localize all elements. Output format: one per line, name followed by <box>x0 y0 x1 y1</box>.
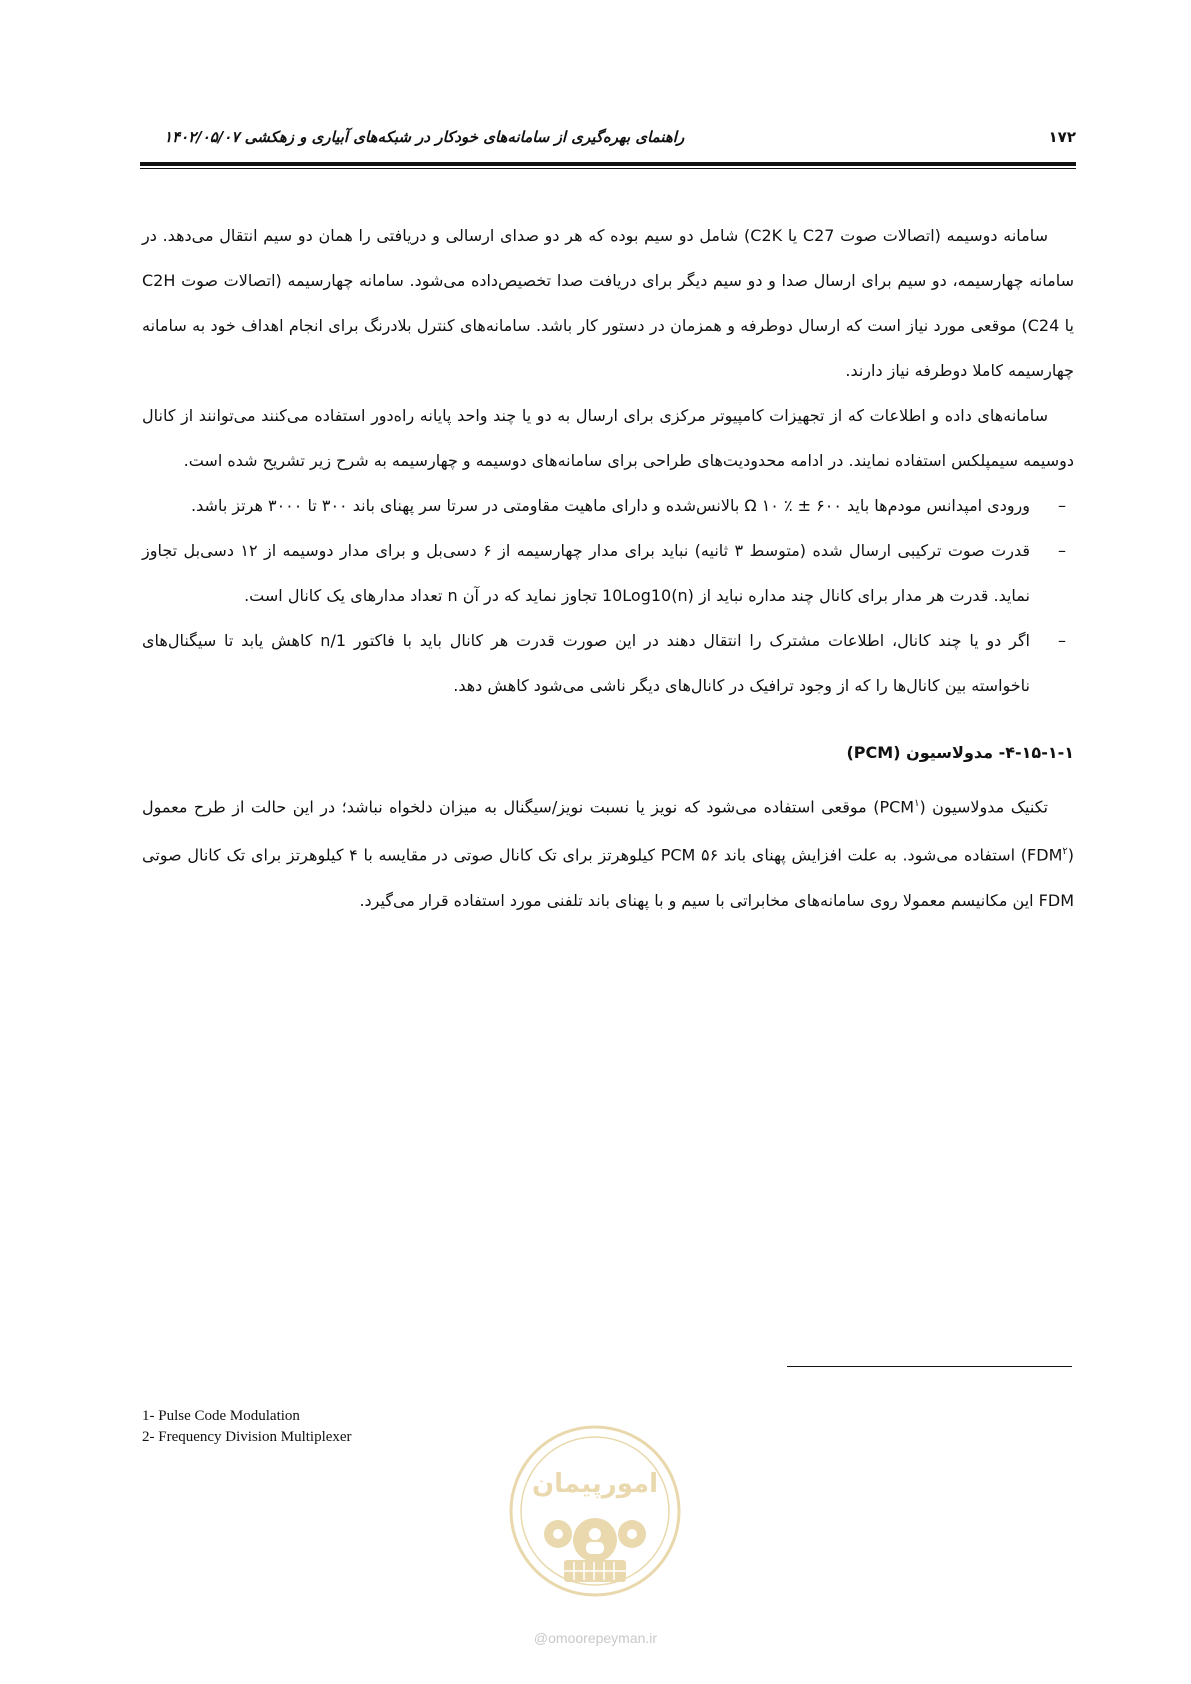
footnote-rule <box>787 1366 1072 1367</box>
section-paragraph <box>142 781 1074 923</box>
list-item <box>142 618 1074 708</box>
main-content <box>142 213 1074 923</box>
footnote: 2- Frequency Division Multiplexer <box>142 1429 352 1445</box>
paragraph: سامانه دوسیمه (اتصالات صوت C27 یا C2K) شامل دو سیم بوده که هر دو صدای ارسالی و دریافتی را همان دو سیم انتقال می‌دهد. در سامانه چهارسیمه، دو سیم برای ارسال صدا و دو سیم دیگر برای دریافت صدا تخصیص‌داده می‌شود. سامانه چهارسیمه (اتصالات صوت C2H یا C24) موقعی مورد نیاز است که ارسال دوطرفه و همزمان در دستور کار باشد. سامانه‌های کنترل بلادرنگ برای انجام اهداف خود به سامانه چهارسیمه کاملا دوطرفه نیاز دارند. <box>142 226 1074 380</box>
section-heading: ۴-۱۵-۱-۱- مدولاسیون (PCM) <box>846 743 1074 762</box>
header-rule-thick <box>140 162 1076 166</box>
footnote-ref: ۲ <box>1062 846 1068 858</box>
section-paragraph-part: ) استفاده می‌شود. به علت افزایش پهنای باند ۵۶ PCM کیلوهرتز برای تک کانال صوتی در مقایسه با ۴ کیلوهرتز برای تک کانال صوتی FDM این مکانیسم معمولا روی سامانه‌های مخابراتی با سیم و با پهنای باند تلفنی مورد استفاده قرار می‌گیرد. <box>142 845 1074 910</box>
list-item <box>142 483 1074 528</box>
watermark-url: @omoorepeyman.ir <box>533 1630 658 1646</box>
paragraph: سامانه‌های داده و اطلاعات که از تجهیزات کامپیوتر مرکزی برای ارسال به دو یا چند واحد پایانه راه‌دور استفاده می‌کنند می‌توانند از کانال دوسیمه سیمپلکس استفاده نمایند. در ادامه محدودیت‌های طراحی برای سامانه‌های دوسیمه و چهارسیمه به شرح زیر تشریح شده است. <box>142 406 1074 470</box>
watermark-logo-text: امورپیمان <box>531 1469 659 1499</box>
running-title <box>140 128 684 146</box>
header-date: ۱۴۰۲/۰۵/۰۷ <box>164 128 240 146</box>
list-item-text: ورودی امپدانس مودم‌ها باید Ω ۱۰ ٪ ± ۶۰۰ بالانس‌شده و دارای ماهیت مقاومتی در سرتا سر پهنای باند ۳۰۰ تا ۳۰۰۰ هرتز باشد. <box>191 496 1030 515</box>
page-header <box>140 128 1076 154</box>
constraint-list <box>142 483 1074 708</box>
header-rule-thin <box>140 168 1076 169</box>
list-item-text: قدرت صوت ترکیبی ارسال شده (متوسط ۳ ثانیه) نباید برای مدار چهارسیمه از ۶ دسی‌بل و برای مدار دوسیمه از ۱۲ دسی‌بل تجاوز نماید. قدرت هر مدار برای کانال چند مداره نباید از 10Log10(n) تجاوز نماید که در آن n تعداد مدارهای یک کانال است. <box>142 541 1031 605</box>
watermark-logo-icon <box>506 1422 684 1600</box>
footnotes <box>142 1406 352 1448</box>
footnote-ref: ۱ <box>914 798 920 809</box>
page-number: ۱۷۲ <box>1048 128 1076 146</box>
list-item <box>142 528 1074 618</box>
list-item-text: اگر دو یا چند کانال، اطلاعات مشترک را انتقال دهند در این صورت قدرت هر کانال باید با فاکتور 1/n کاهش یابد تا سیگنال‌های ناخواسته بین کانال‌ها را که از وجود ترافیک در کانال‌های دیگر ناشی می‌شود کاهش دهد. <box>142 631 1030 695</box>
footnote: 1- Pulse Code Modulation <box>142 1408 300 1424</box>
section-paragraph-part: تکنیک مدولاسیون (PCM <box>879 797 1048 817</box>
bullet-dash: – <box>1058 496 1066 515</box>
section-paragraph-part: ) موقعی استفاده می‌شود که نویز یا نسبت نویز/سیگنال به میزان دلخواه نباشد؛ در این حالت از طرح معمول (FDM <box>142 797 1074 865</box>
bullet-dash: – <box>1058 541 1066 560</box>
running-title-text: راهنمای بهره‌گیری از سامانه‌های خودکار در شبکه‌های آبیاری و زهکشی <box>244 128 685 146</box>
bullet-dash: – <box>1058 631 1066 650</box>
